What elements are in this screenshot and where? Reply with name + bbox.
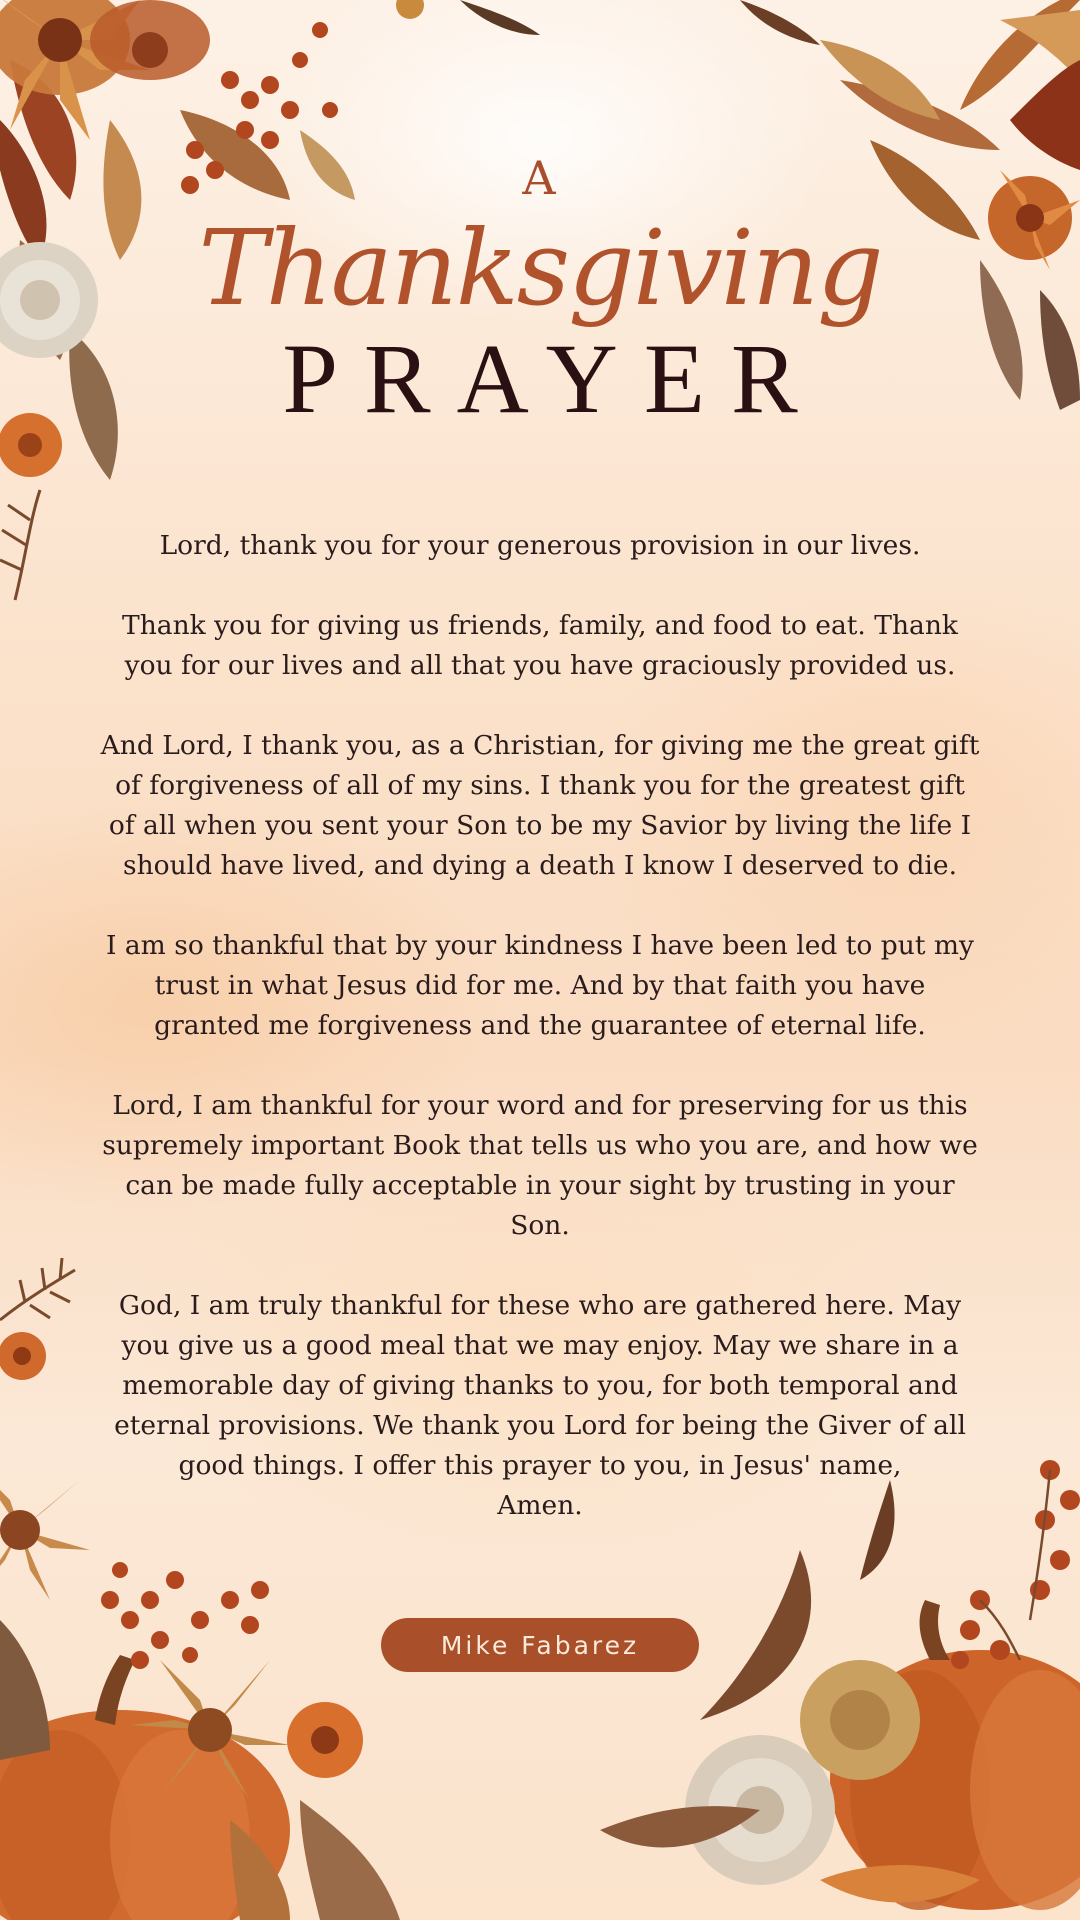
title-block xyxy=(0,150,1080,434)
prayer-paragraph: Lord, thank you for your generous provision in our lives. xyxy=(159,530,921,561)
prayer-paragraph-text: God, I am truly thankful for these who are gathered here. May you give us a good meal that we may enjoy. May we share in a memorable day of giving thanks to you, for both temporal and eternal provisions. We thank you Lord for being the Giver of all good things. I offer this prayer to you, in Jesus' name, xyxy=(114,1290,966,1481)
prayer-paragraph: And Lord, I thank you, as a Christian, for giving me the great gift of forgiveness of all of my sins. I thank you for the greatest gift of all when you sent your Son to be my Savior by living the life I should have lived, and dying a death I know I deserved to die. xyxy=(100,730,980,881)
title-prayer: PRAYER xyxy=(282,323,824,434)
title-thanksgiving: Thanksgiving xyxy=(198,207,882,329)
branch-left xyxy=(0,1258,75,1380)
prayer-text xyxy=(100,526,980,1526)
prayer-paragraph: Lord, I am thankful for your word and for preserving for us this supremely important Book that tells us who you are, and how we can be made fully acceptable in your sight by trusting in your Son. xyxy=(102,1090,978,1241)
author-badge: Mike Fabarez xyxy=(381,1618,699,1672)
pumpkins-flowers-bottom-right xyxy=(600,1460,1080,1910)
title-prefix: A xyxy=(522,151,558,205)
prayer-paragraph xyxy=(100,1286,980,1526)
prayer-paragraph: I am so thankful that by your kindness I have been led to put my trust in what Jesus did for me. And by that faith you have granted me forgiveness and the guarantee of eternal life. xyxy=(105,930,975,1041)
pumpkins-flowers-bottom-left xyxy=(0,1470,400,1920)
prayer-paragraph: Thank you for giving us friends, family, and food to eat. Thank you for our lives and all that you have graciously provided us. xyxy=(122,610,958,681)
prayer-closing: Amen. xyxy=(497,1490,583,1521)
